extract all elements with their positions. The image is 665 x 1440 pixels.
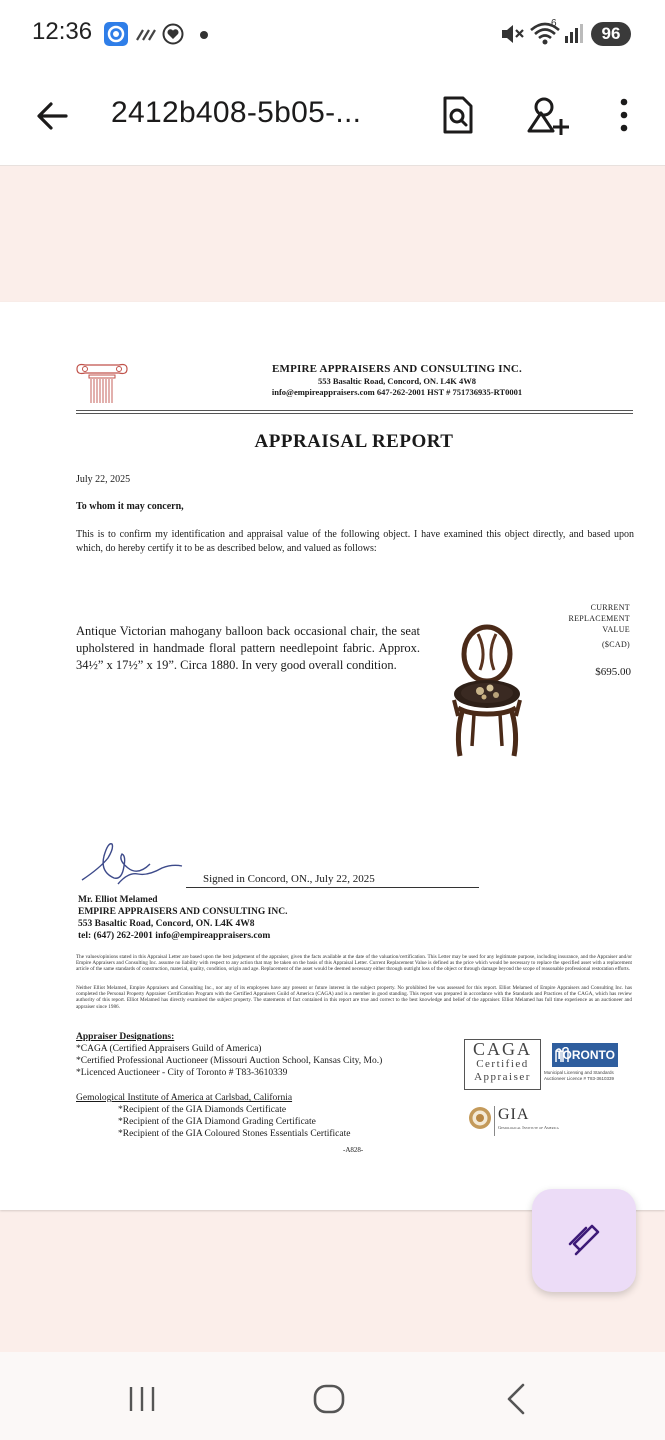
shapes-add-icon[interactable] xyxy=(525,95,569,137)
gia-seal-icon xyxy=(468,1106,492,1130)
app-bar xyxy=(0,68,665,166)
network-type-label: 6 xyxy=(551,18,557,29)
signature-rule xyxy=(186,887,479,888)
toronto-subtitle-2: Auctioneer Licence # T83-3610339 xyxy=(544,1076,614,1081)
gia-item-1: *Recipient of the GIA Diamonds Certificate xyxy=(118,1105,287,1115)
item-description: Antique Victorian mahogany balloon back occasional chair, the seat upholstered in handmade floral pattern needlepoint fabric. Approx. 34½” x 17½” x 19”. Circa 1880. In very good overall condition. xyxy=(76,624,420,672)
designation-2: *Certified Professional Auctioneer (Missouri Auction School, Kansas City, Mo.) xyxy=(76,1056,383,1066)
designation-1: *CAGA (Certified Appraisers Guild of America) xyxy=(76,1044,262,1054)
gia-heading: Gemological Institute of America at Carlsbad, California xyxy=(76,1093,293,1103)
toronto-city-hall-icon xyxy=(555,1047,569,1063)
document-search-icon[interactable] xyxy=(440,95,476,135)
fine-print-2: Neither Elliot Melamed, Empire Appraisers and Consulting Inc., nor any of its employees have any present or future interest in the subject property. No prohibited fee was assessed for this report. Elliot Melamed of Empire Appraisers and Consulting Inc. has completed the Personal Property Appraiser Certification Program with the Certified Appraisers Guild of America (CAGA) and is a member in good standing. This report was prepared in accordance with the Standards and Practices of the CAGA, which has review authority of this report. Elliot Melamed has directly examined the subject property. The statements of fact contained in this report are true and correct to the best knowledge and belief of the appraiser. Elliot Melamed has full time experience as an auctioneer and appraiser since 1986. xyxy=(76,985,632,1010)
heart-circle-icon xyxy=(161,22,185,46)
mute-icon xyxy=(499,21,525,47)
caga-logo-mid: Certified xyxy=(476,1058,529,1070)
salutation: To whom it may concern, xyxy=(76,501,184,512)
designation-3: *Licenced Auctioneer - City of Toronto # T83-3610339 xyxy=(76,1068,288,1078)
fine-print-1: The values/opinions stated in this Appraisal Letter are based upon the best judgement of the appraiser, given the facts available at the date of the valuation/certification. This Letter may be used for any legitimate purpose, including insurance, and the Appraiser and/or Empire Appraisers and Consulting Inc. assume no liability with respect to any action that may be taken on the basis of this Appraisal Letter. Current Replacement Value is defined as the price which would be necessary to replace the specified asset with a replacement article of the same standards of construction, material, quality, condition, origin and age. Replacement of the asset would be deemed necessary either through outright loss of the object or through damage beyond the scope of reasonable professional restoration efforts. xyxy=(76,954,632,973)
more-notifications-dot-icon xyxy=(199,30,209,40)
report-date: July 22, 2025 xyxy=(76,474,131,485)
gia-logo-divider xyxy=(494,1106,495,1136)
more-vert-icon[interactable] xyxy=(614,96,634,136)
battery-level-badge: 96 xyxy=(591,22,631,46)
caga-logo-title: CAGA xyxy=(472,1039,532,1059)
caga-logo-bot: Appraiser xyxy=(474,1071,531,1083)
value-heading-3: VALUE xyxy=(602,625,630,634)
wifi-icon xyxy=(529,20,563,46)
signer-company: EMPIRE APPRAISERS AND CONSULTING INC. xyxy=(78,907,288,917)
value-heading-1: CURRENT xyxy=(590,603,630,612)
back-nav-icon[interactable] xyxy=(505,1383,527,1415)
home-icon[interactable] xyxy=(313,1384,345,1414)
system-navigation-bar xyxy=(0,1352,665,1440)
item-value: $695.00 xyxy=(595,666,631,678)
chair-photo xyxy=(446,622,528,762)
signer-contact: tel: (647) 262-2001 info@empireappraisers.com xyxy=(78,931,271,941)
header-rule xyxy=(76,410,633,411)
page-reference: -A828- xyxy=(343,1146,364,1154)
gia-item-3: *Recipient of the GIA Coloured Stones Essentials Certificate xyxy=(118,1129,351,1139)
gia-logo-subtitle: Gemological Institute of America xyxy=(498,1125,559,1130)
designations-heading: Appraiser Designations: xyxy=(76,1032,175,1042)
missed-call-icon xyxy=(135,24,159,44)
document-title: 2412b408-5b05-... xyxy=(111,96,362,129)
signature-image xyxy=(78,838,188,886)
app-notification-icon xyxy=(103,21,129,47)
signer-name: Mr. Elliot Melamed xyxy=(78,895,158,905)
toronto-subtitle-1: Municipal Licensing and Standards xyxy=(544,1070,614,1075)
status-bar xyxy=(0,0,665,68)
report-title: APPRAISAL REPORT xyxy=(254,431,454,452)
value-heading-2: REPLACEMENT xyxy=(568,614,630,623)
company-contact: info@empireappraisers.com 647-262-2001 HST # 751736935-RT0001 xyxy=(271,387,523,397)
toronto-logo-text: TORONTO xyxy=(555,1048,615,1062)
pdf-page xyxy=(0,302,665,1210)
signer-address: 553 Basaltic Road, Concord, ON. L4K 4W8 xyxy=(78,919,255,929)
recent-apps-icon[interactable] xyxy=(128,1385,158,1413)
currency-label: ($CAD) xyxy=(601,640,630,649)
gia-logo-text: GIA xyxy=(498,1106,530,1123)
status-time: 12:36 xyxy=(32,18,93,45)
company-address: 553 Basaltic Road, Concord, ON. L4K 4W8 xyxy=(318,376,476,386)
caga-logo xyxy=(464,1039,541,1090)
edit-pen-icon xyxy=(566,1222,602,1258)
signed-line: Signed in Concord, ON., July 22, 2025 xyxy=(203,873,375,885)
intro-paragraph: This is to confirm my identification and appraisal value of the following object. I have examined this object directly, and based upon which, do hereby certify it to be as described below, and valued as follows: xyxy=(76,529,634,554)
signal-strength-icon xyxy=(563,22,587,44)
gia-item-2: *Recipient of the GIA Diamond Grading Certificate xyxy=(118,1117,316,1127)
back-arrow-icon[interactable] xyxy=(34,98,70,134)
company-name: EMPIRE APPRAISERS AND CONSULTING INC. xyxy=(272,363,522,375)
header-rule-2 xyxy=(76,413,633,414)
edit-fab-button[interactable] xyxy=(532,1189,636,1292)
